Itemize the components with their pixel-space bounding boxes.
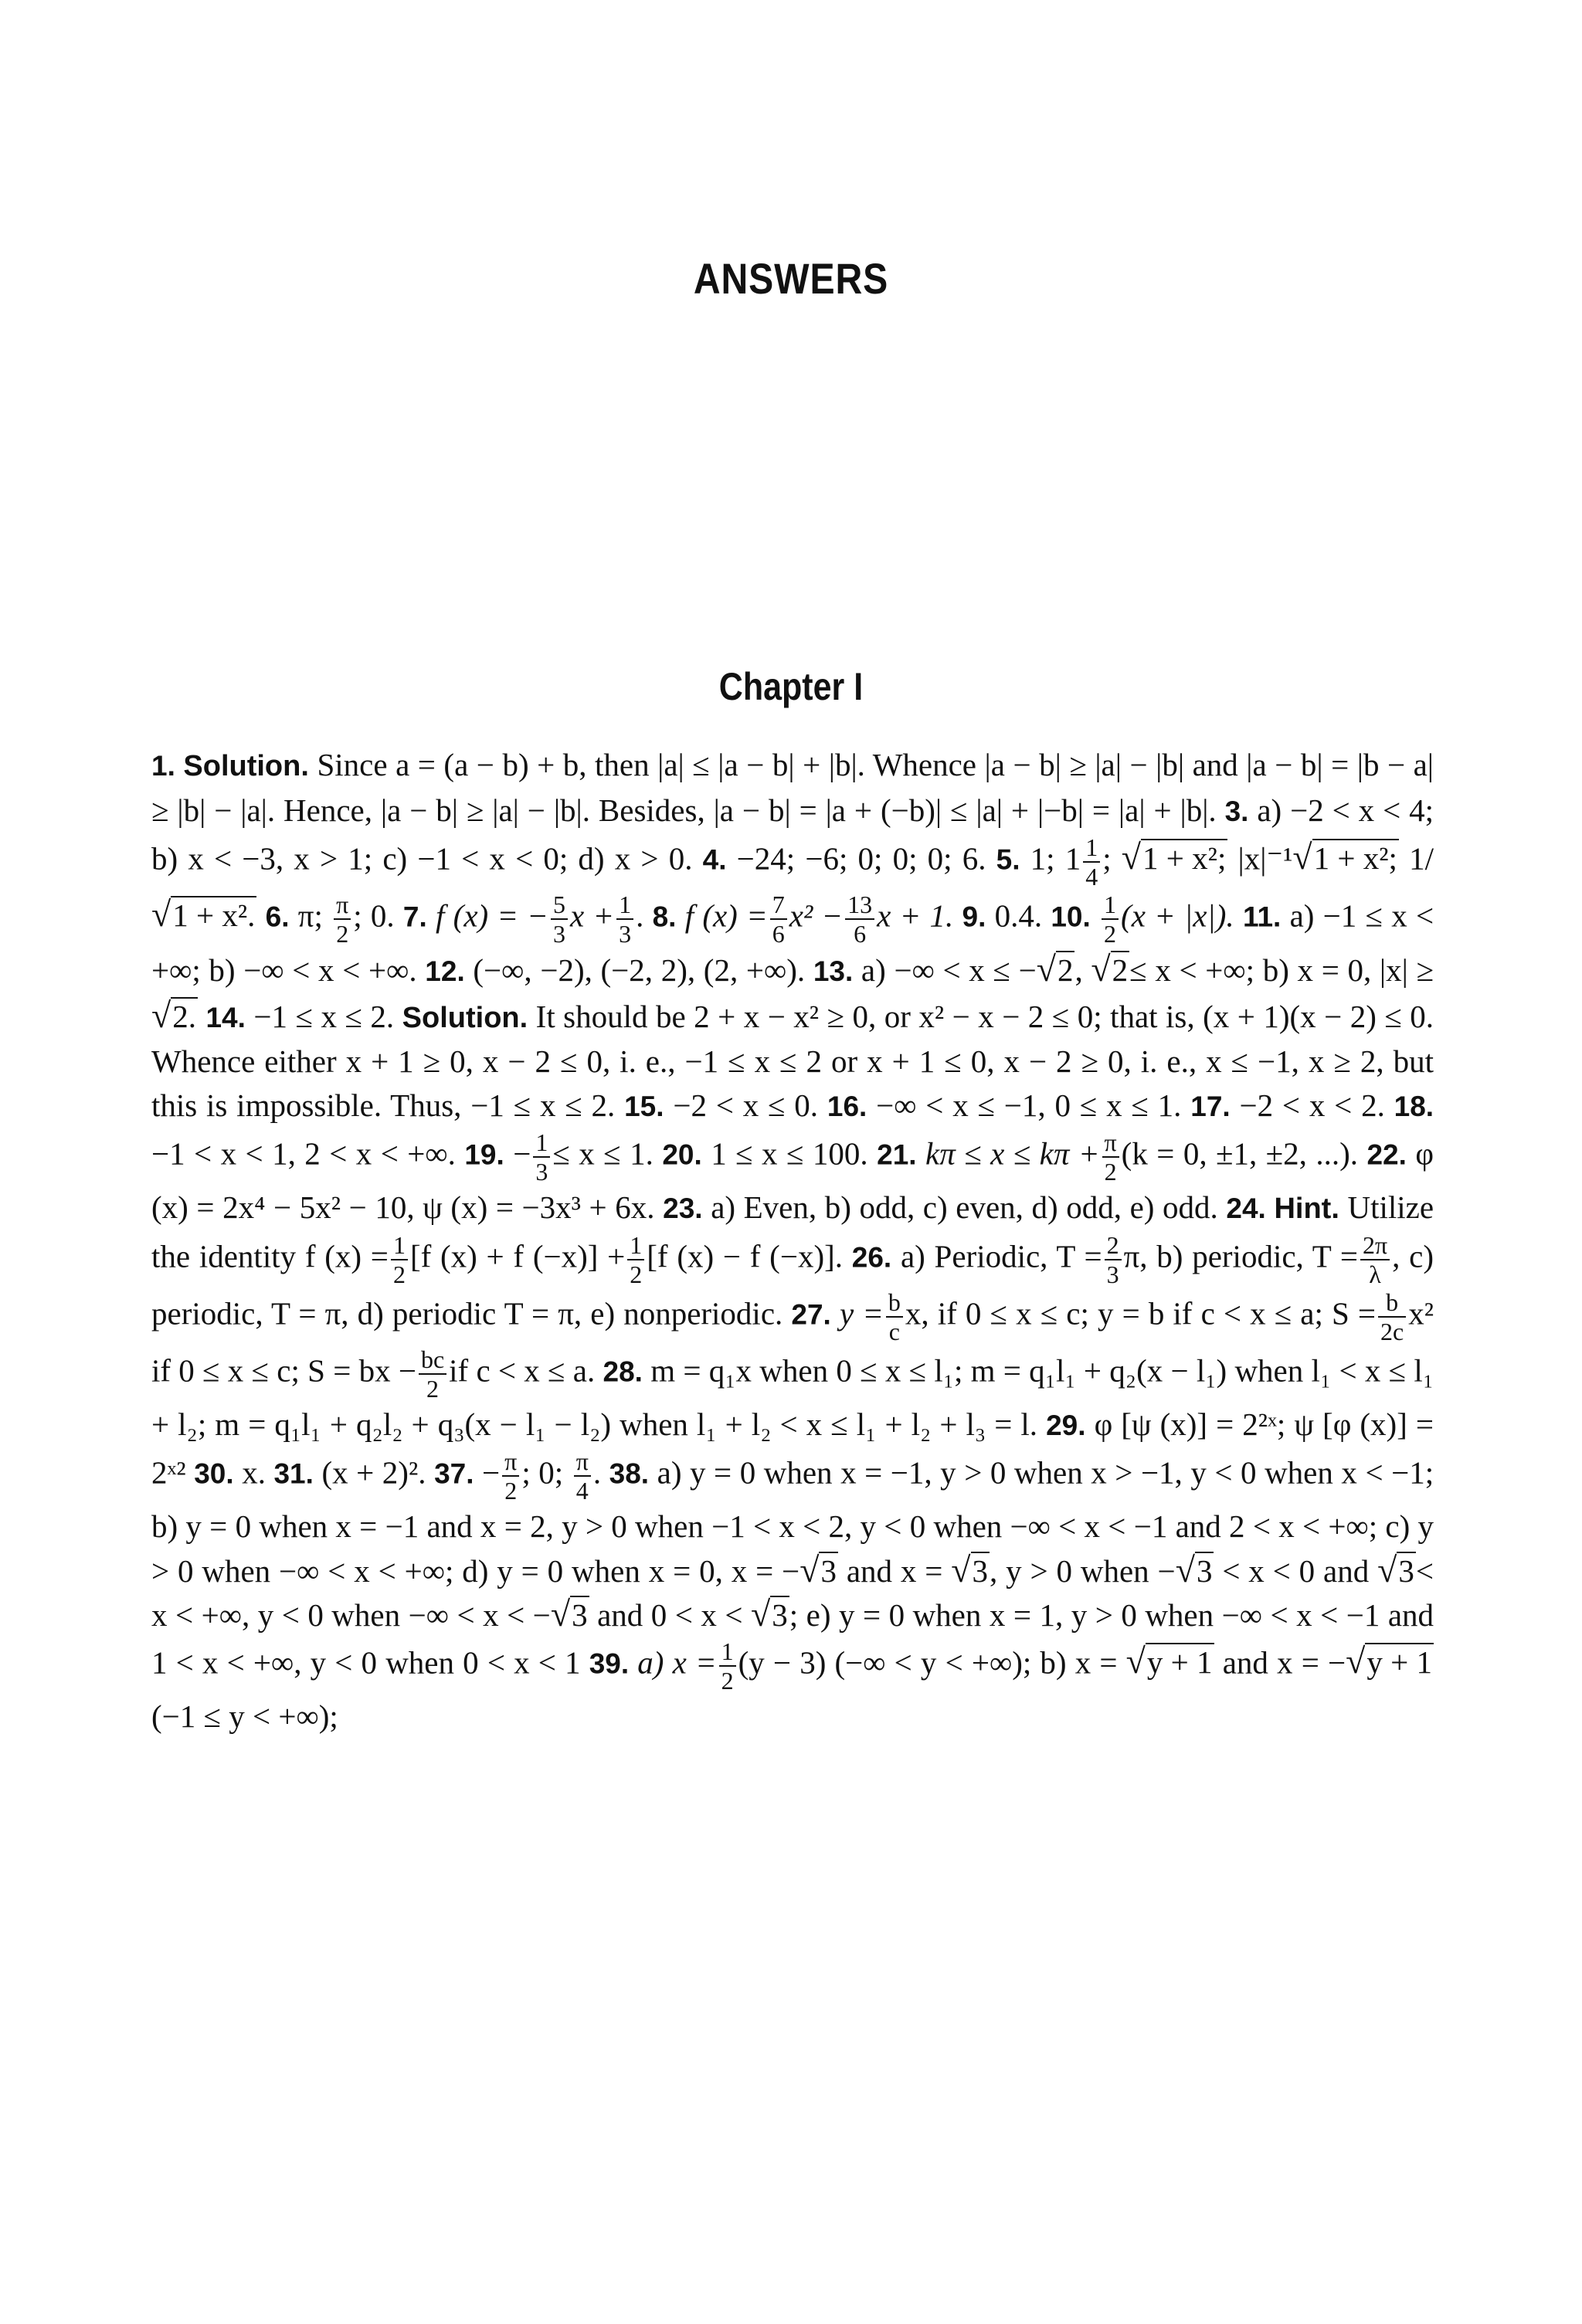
answer-text: and 0 < x < — [597, 1597, 743, 1633]
answer-number: 37. — [434, 1457, 474, 1490]
answer-text: 6. — [962, 840, 986, 877]
fraction: $\frac{\pi}{2}$ — [1102, 1128, 1119, 1186]
answer-text: if c < x ≤ a. — [449, 1352, 596, 1388]
fraction: $\frac{1}{2}$ — [719, 1637, 736, 1695]
answer-number: 7. — [402, 901, 427, 933]
fraction: $\frac{2\pi}{\lambda}$ — [1360, 1231, 1390, 1288]
square-root: √y + 1 — [1346, 1640, 1432, 1681]
answer-number: 20. — [662, 1138, 702, 1171]
radical-sign: √ — [799, 1549, 820, 1589]
page-title: ANSWERS — [693, 254, 889, 303]
square-root: √y + 1 — [1125, 1640, 1213, 1681]
answer-text: a) −2 < x < 4; b) x < −3, x > 1; c) −1 < x < 0; d) x > 0. — [151, 792, 1434, 877]
answer-text: π; — [297, 897, 323, 934]
answer-number: 1. — [151, 750, 175, 782]
answer-number: 3. — [1224, 795, 1249, 827]
answer-number: 38. — [609, 1457, 650, 1490]
radical-sign: √ — [750, 1594, 771, 1634]
answer-text: a) −1 ≤ x < +∞; b) −∞ < x < +∞. — [151, 897, 1434, 988]
square-root: √2 — [1036, 949, 1074, 989]
answer-text: a) Periodic, T = — [900, 1237, 1102, 1274]
answer-text: x, if 0 ≤ x ≤ c; y = b if c < x ≤ a; S = — [905, 1294, 1377, 1331]
fraction: $\frac{5}{3}$ — [551, 891, 568, 948]
answer-text: < x < 0 and — [1222, 1552, 1370, 1589]
answer-text: , — [1074, 952, 1083, 988]
answer-number: 6. — [265, 901, 290, 933]
answer-number: 18. — [1394, 1090, 1434, 1122]
answer-text: a) Even, b) odd, c) even, d) odd, e) odd. — [711, 1189, 1218, 1225]
answer-number: 23. — [663, 1193, 703, 1224]
square-root: √1 + x²; — [1292, 837, 1397, 877]
answer-text: y = — [839, 1294, 884, 1331]
answer-text: kπ ≤ x ≤ kπ + — [925, 1135, 1100, 1172]
radical-sign: √ — [1175, 1549, 1195, 1589]
answer-text: ; e) y = 0 when x = 1, y > 0 when −∞ < x < −1 and 1 < x < +∞, y < 0 when 0 < x < 1 — [151, 1597, 1434, 1680]
answer-text: ; 0; — [521, 1454, 564, 1491]
answer-text: . — [592, 1454, 602, 1491]
answer-number: 26. — [851, 1240, 892, 1273]
fraction: $\frac{bc}{2}$ — [419, 1345, 446, 1403]
square-root: √1 + x²; — [1121, 837, 1227, 877]
answer-text: −2 < x < 2. — [1239, 1087, 1385, 1123]
answers-text — [151, 743, 1434, 1738]
square-root: √3 — [1377, 1549, 1414, 1589]
answer-text: φ [ψ (x)] = 2²ˣ; ψ [φ (x)] = 2ˣ² — [151, 1406, 1434, 1491]
answer-text: , c) periodic, T = π, d) periodic T = π, e) nonperiodic. — [151, 1237, 1434, 1331]
answer-text: −1 ≤ x ≤ 2. — [253, 998, 395, 1034]
answer-text: (k = 0, ±1, ±2, ...). — [1121, 1135, 1359, 1172]
answer-text: − — [482, 1454, 501, 1491]
answer-text: φ (x) = 2x⁴ − 5x² − 10, ψ (x) = −3x³ + 6x. — [151, 1135, 1434, 1225]
answer-number: 30. — [194, 1457, 234, 1490]
radical-sign: √ — [951, 1549, 971, 1589]
answer-text: − — [513, 1135, 531, 1172]
fraction: $\frac{1}{4}$ — [1083, 833, 1100, 891]
answer-text: < x < +∞, y < 0 when −∞ < x < − — [151, 1552, 1434, 1633]
answers-paragraph: 1. Solution. Since a = (a − b) + b, then |a| ≤ |a − b| + |b|. Whence |a − b| ≥ |a| − |b| and |a − b| = |b − a| ≥ |b| − |a|. Hence, |a − b| ≥ |a| − |b|. Besides, |a − b| = |a + (−b)| ≤ |a| + |−b| = |a| + |b|. 3. a) −2 < x < 4; b) x < −3, x > 1; c) −1 < x < 0; d) x > 0. 4. −24; −6; 0; 0; 0; 6. 5. 1; 1 $\frac{1}{4}$ ; √1 + x²; |x|⁻¹√1 + x²; 1/√1 + x². 6. π; $\frac{\pi}{2}$ ; 0. 7. f (x) = − $\frac{5}{3}$ x + $\frac{1}{3}$ . 8. f (x) = $\frac{7}{6}$ x² − $\frac{13}{6}$ x + 1. 9. 0.4. 10. $\frac{1}{2}$ (x + |x|). 11. a) −1 ≤ x < +∞; b) −∞ < x < +∞. 12. (−∞, −2), (−2, 2), (2, +∞). 13. a) −∞ < x ≤ −√2, √2≤ x < +∞; b) x = 0, |x| ≥ √2. 14. −1 ≤ x ≤ 2. Solution. It should be 2 + x − x² ≥ 0, or x² − x − 2 ≤ 0; that is, (x + 1)(x − 2) ≤ 0. Whence either x + 1 ≥ 0, x − 2 ≤ 0, i. e., −1 ≤ x ≤ 2 or x + 1 ≤ 0, x − 2 ≥ 0, i. e., x ≤ −1, x ≥ 2, but this is impossible. Thus, −1 ≤ x ≤ 2. 15. −2 < x ≤ 0. 16. −∞ < x ≤ −1, 0 ≤ x ≤ 1. 17. −2 < x < 2. 18. −1 < x < 1, 2 < x < +∞. 19. − $\frac{1}{3}$ ≤ x ≤ 1. 20. 1 ≤ x ≤ 100. 21. kπ ≤ x ≤ kπ + $\frac{\pi}{2}$ (k = 0, ±1, ±2, ...). 22. φ (x) = 2x⁴ − 5x² − 10, ψ (x) = −3x³ + 6x. 23. a) Even, b) odd, c) even, d) odd, e) odd. 24. Hint. Utilize the identity f (x) = $\frac{1}{2}$ [f (x) + f (−x)] + $\frac{1}{2}$ [f (x) − f (−x)]. 26. a) Periodic, T = $\frac{2}{3}$ π, b) periodic, T = $\frac{2\pi}{\lambda}$ , c) periodic, T = π, d) periodic T = π, e) nonperiodic. 27. y = $\frac{b}{c}$ x, if 0 ≤ x ≤ c; y = b if c < x ≤ a; S = $\frac{b}{2c}$ x² if 0 ≤ x ≤ c; S = bx − $\frac{bc}{2}$ if c < x ≤ a. 28. m = q₁x when 0 ≤ x ≤ l₁; m = q₁l₁ + q₂(x − l₁) when l₁ < x ≤ l₁ + l₂; m = q₁l₁ + q₂l₂ + q₃(x − l₁ − l₂) when l₁ + l₂ < x ≤ l₁ + l₂ + l₃ = l. 29. φ [ψ (x)] = 2²ˣ; ψ [φ (x)] = 2ˣ² 30. x. 31. (x + 2)². 37. − $\frac{\pi}{2}$ ; 0; $\frac{\pi}{4}$ . 38. a) y = 0 when x = −1, y > 0 when x > −1, y < 0 when x < −1; b) y = 0 when x = −1 and x = 2, y > 0 when −1 < x < 2, y < 0 when −∞ < x < −1 and 2 < x < +∞; c) y > 0 when −∞ < x < +∞; d) y = 0 when x = 0, x = −√3 and x = √3, y > 0 when −√3 < x < 0 and √3< x < +∞, y < 0 when −∞ < x < −√3 and 0 < x < √3; e) y = 0 when x = 1, y > 0 when −∞ < x < −1 and 1 < x < +∞, y < 0 when 0 < x < 1 39. a) x = $\frac{1}{2}$ (y − 3) (−∞ < y < +∞); b) x = √y + 1 and x = −√y + 1 (−1 ≤ y < +∞); — [151, 747, 1434, 1734]
answer-number: 16. — [827, 1090, 867, 1122]
answer-text: a) −∞ < x ≤ − — [861, 952, 1037, 988]
fraction: $\frac{1}{3}$ — [533, 1128, 550, 1186]
answer-text: m = q₁x when 0 ≤ x ≤ l₁; m = q₁l₁ + q₂(x − l₁) when l₁ < x ≤ l₁ + l₂; m = q₁l₁ + q₂l₂ + q₃(x − l₁ − l₂) when l₁ + l₂ < x ≤ l₁ + l₂ + l₃ = l. — [151, 1352, 1434, 1442]
square-root: √3 — [1175, 1549, 1213, 1589]
fraction: $\frac{\pi}{2}$ — [502, 1447, 519, 1505]
answer-text: π, b) periodic, T = — [1123, 1237, 1358, 1274]
answer-number: 24. — [1226, 1193, 1266, 1224]
answer-number: 39. — [589, 1647, 630, 1679]
answer-text: [f (x) − f (−x)]. — [647, 1237, 843, 1274]
radical-sign: √ — [1292, 837, 1312, 877]
answer-number: 28. — [603, 1355, 643, 1387]
answer-text: −2 < x ≤ 0. — [673, 1087, 819, 1123]
radical-sign: √ — [550, 1594, 571, 1634]
radical-sign: √ — [151, 894, 171, 935]
fraction: $\frac{b}{c}$ — [886, 1288, 903, 1345]
answer-number: 21. — [877, 1138, 917, 1171]
square-root: √3 — [799, 1549, 837, 1589]
answer-number: 5. — [996, 843, 1020, 876]
answer-number: 9. — [962, 901, 986, 933]
answer-text: x + 1. — [877, 897, 954, 934]
answer-text: Utilize the identity f (x) = — [151, 1189, 1434, 1274]
answer-number: 31. — [273, 1457, 314, 1490]
answer-text: Since a = (a − b) + b, then |a| ≤ |a − b| + |b|. Whence |a − b| ≥ |a| − |b| and |a − b| = |b − a| ≥ |b| − |a|. Hence, |a − b| ≥ |a| − |b|. Besides, |a − b| = |a + (−b)| ≤ |a| + |−b| = |a| + |b|. — [151, 747, 1434, 828]
answer-text: and x = − — [1222, 1644, 1346, 1680]
answer-text: (x + 2)². — [321, 1454, 426, 1491]
solution-label: Solution. — [402, 1001, 528, 1034]
radical-sign: √ — [1121, 837, 1142, 877]
fraction: $\frac{b}{2c}$ — [1378, 1288, 1406, 1345]
square-root: √3 — [550, 1594, 588, 1634]
answer-text: (−1 ≤ y < +∞); — [151, 1698, 338, 1734]
answer-number: 17. — [1190, 1090, 1231, 1122]
answer-text: a) x = — [637, 1644, 717, 1680]
answer-text: x² − — [789, 897, 844, 934]
answer-text: −∞ < x ≤ −1, 0 ≤ x ≤ 1. — [876, 1087, 1182, 1123]
answer-number: 4. — [702, 843, 727, 876]
fraction: $\frac{1}{3}$ — [616, 891, 633, 948]
answer-text: 1; — [1030, 840, 1055, 877]
answer-text: ≤ x ≤ 1. — [552, 1135, 654, 1172]
answer-text: a) y = 0 when x = −1, y > 0 when x > −1, y < 0 when x < −1; b) y = 0 when x = −1 and x = 2, y > 0 when −1 < x < 2, y < 0 when −∞ < x < −1 and 2 < x < +∞; c) y > 0 when −∞ < x < +∞; d) y = 0 when x = 0, x = − — [151, 1454, 1434, 1589]
radical-sign: √ — [1125, 1640, 1146, 1681]
fraction: $\frac{7}{6}$ — [770, 891, 787, 948]
answer-number: 8. — [652, 901, 677, 933]
answer-text: 1 ≤ x ≤ 100. — [711, 1135, 868, 1172]
solution-label: Solution. — [183, 750, 309, 782]
answer-number: 11. — [1242, 901, 1282, 933]
square-root: √2. — [151, 995, 196, 1035]
hint-label: Hint. — [1274, 1193, 1339, 1225]
fraction: $\frac{1}{2}$ — [1102, 891, 1119, 948]
answer-text: (−∞, −2), (−2, 2), (2, +∞). — [473, 952, 806, 988]
answer-number: 14. — [205, 1001, 246, 1033]
answer-number: 19. — [464, 1138, 504, 1171]
answer-text: f (x) = − — [436, 897, 548, 934]
fraction: $\frac{1}{2}$ — [391, 1231, 408, 1288]
answer-number: 13. — [813, 955, 854, 987]
square-root: √2 — [1091, 949, 1129, 989]
radical-sign: √ — [1346, 1640, 1366, 1681]
answer-text: x. — [242, 1454, 266, 1491]
fraction: $\frac{\pi}{2}$ — [334, 891, 351, 948]
answer-text: −24; −6; 0; 0; 0; — [736, 840, 952, 877]
chapter-heading: Chapter I — [718, 665, 864, 708]
fraction: $\frac{2}{3}$ — [1105, 1231, 1122, 1288]
fraction: $\frac{\pi}{4}$ — [574, 1447, 591, 1505]
answer-text: ≤ x < +∞; b) x = 0, |x| ≥ — [1129, 952, 1434, 988]
answer-number: 29. — [1046, 1409, 1086, 1441]
fraction: $\frac{1}{2}$ — [627, 1231, 644, 1288]
answer-number: 15. — [624, 1090, 664, 1122]
answer-number: 10. — [1051, 901, 1091, 933]
square-root: √3 — [951, 1549, 989, 1589]
answer-text: f (x) = — [684, 897, 768, 934]
answer-number: 22. — [1366, 1138, 1407, 1171]
answer-text: [f (x) + f (−x)] + — [409, 1237, 626, 1274]
answer-text: It should be 2 + x − x² ≥ 0, or x² − x − 2 ≤ 0; that is, (x + 1)(x − 2) ≤ 0. Whence either x + 1 ≥ 0, x − 2 ≤ 0, i. e., −1 ≤ x ≤ 2 or x + 1 ≤ 0, x − 2 ≥ 0, i. e., x ≤ −1, x ≥ 2, but this is impossible. Thus, −1 ≤ x ≤ 2. — [151, 998, 1434, 1123]
fraction: $\frac{13}{6}$ — [845, 891, 874, 948]
answer-number: 12. — [425, 955, 465, 987]
square-root: √3 — [750, 1594, 788, 1634]
answer-text: 1/ — [1409, 840, 1434, 877]
radical-sign: √ — [1036, 949, 1056, 989]
radical-sign: √ — [151, 995, 171, 1035]
answer-number: 27. — [791, 1298, 831, 1330]
answer-text: , y > 0 when − — [990, 1552, 1176, 1589]
answer-text: x² if 0 ≤ x ≤ c; S = bx − — [151, 1294, 1434, 1388]
square-root: √1 + x². — [151, 894, 256, 935]
radical-sign: √ — [1091, 949, 1111, 989]
answer-text: 1 — [1064, 840, 1081, 877]
answer-text: ; 0. — [353, 897, 395, 934]
answer-text: 0.4. — [994, 897, 1043, 934]
answer-text: (x + |x|). — [1121, 897, 1234, 934]
answer-text: (y − 3) (−∞ < y < +∞); b) x = — [738, 1644, 1118, 1680]
answer-text: x + — [569, 897, 615, 934]
answer-text: |x|⁻¹ — [1237, 840, 1293, 877]
radical-sign: √ — [1377, 1549, 1397, 1589]
answer-text: and x = — [846, 1552, 943, 1589]
answer-text: −1 < x < 1, 2 < x < +∞. — [151, 1135, 456, 1172]
